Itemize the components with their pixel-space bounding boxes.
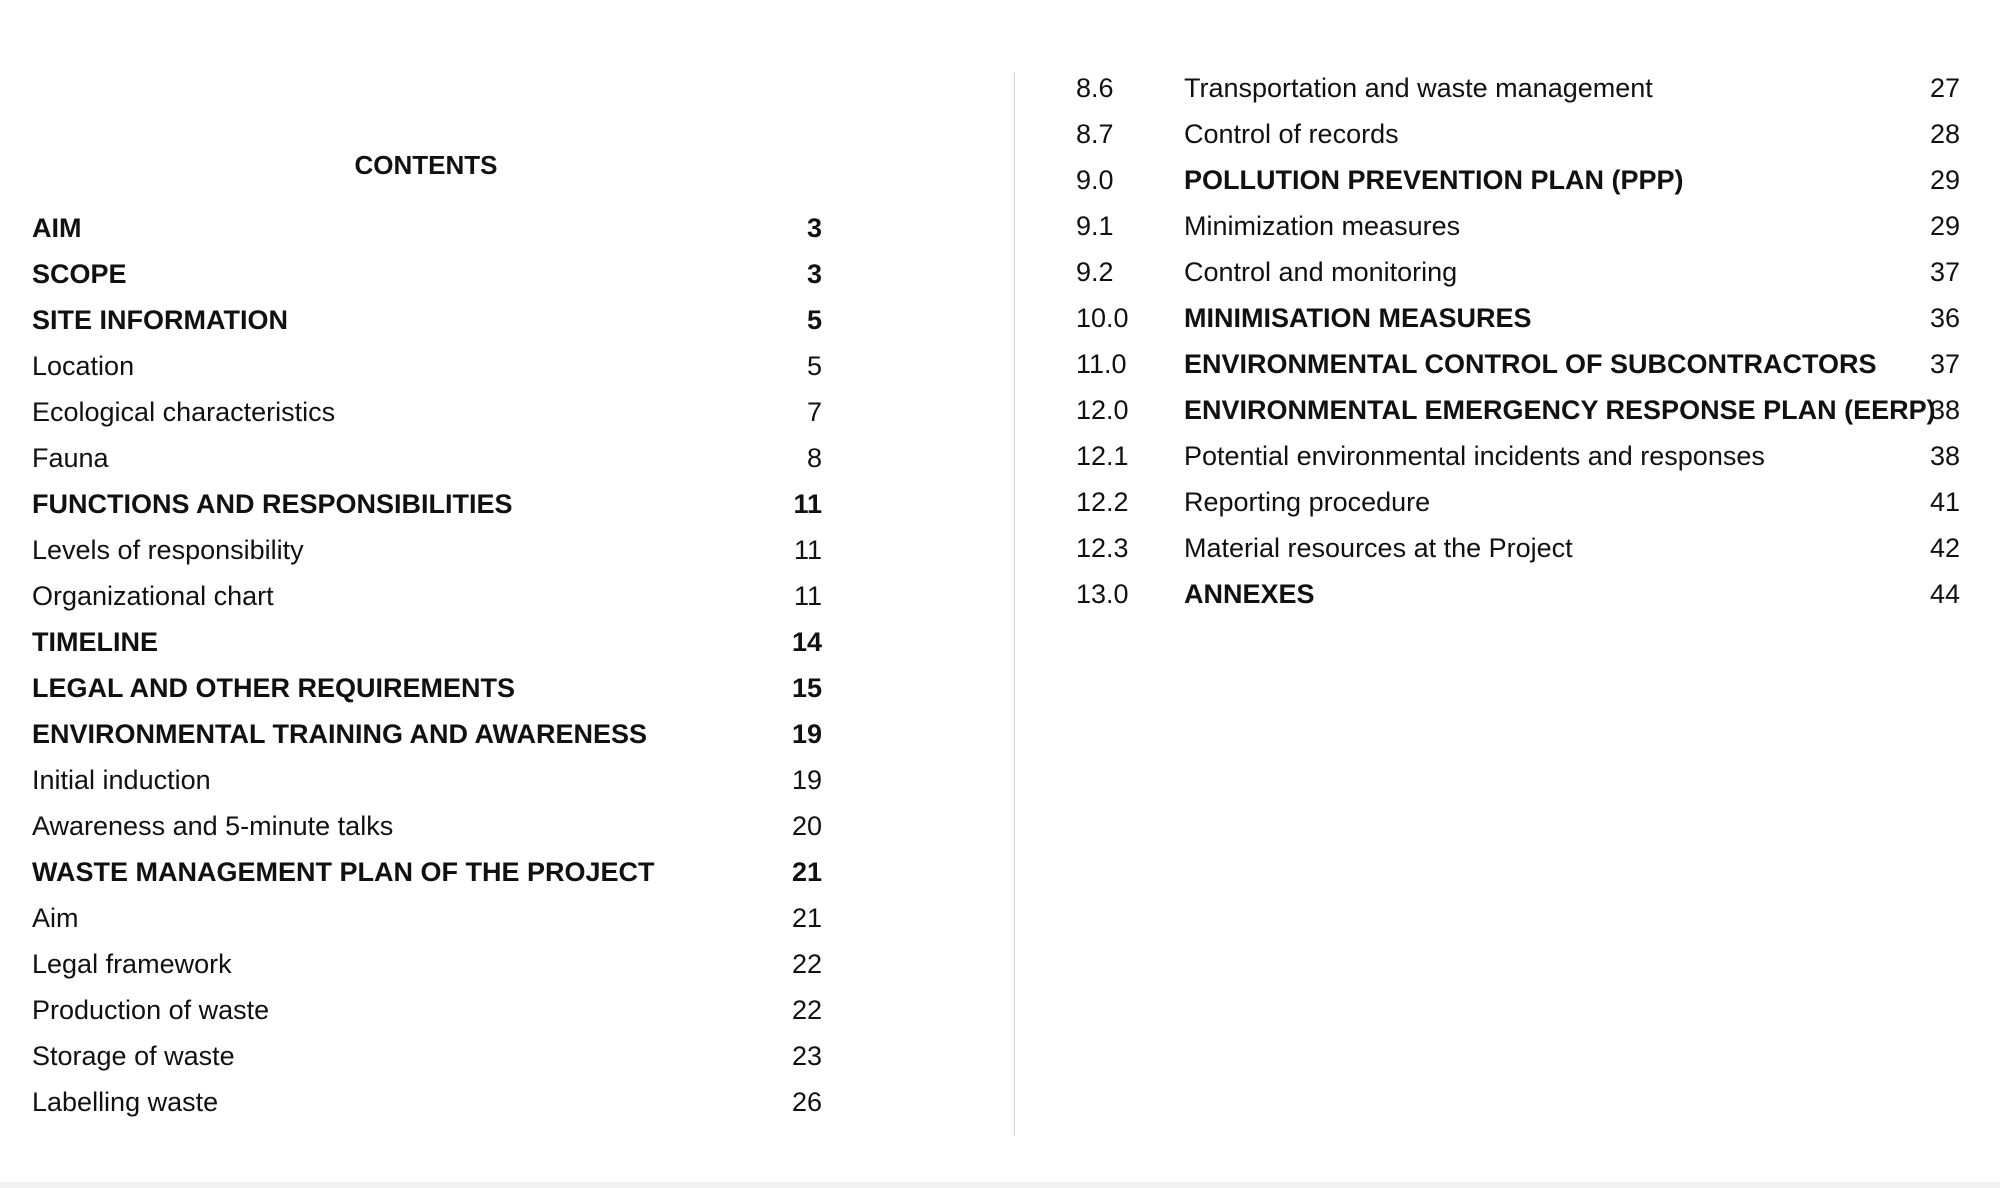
toc-entry-title: Levels of responsibility — [32, 535, 304, 565]
toc-entry-number: 10.0 — [1076, 303, 1129, 333]
toc-entry-title: FUNCTIONS AND RESPONSIBILITIES — [32, 489, 513, 519]
toc-entry-title: Organizational chart — [32, 581, 274, 611]
toc-entry-title: Legal framework — [32, 949, 232, 979]
toc-entry-page: 26 — [791, 1087, 822, 1117]
toc-entry-page: 7 — [806, 397, 822, 427]
toc-entry-title: ANNEXES — [1184, 579, 1315, 609]
toc-entry — [32, 625, 822, 671]
toc-entry-number: 12.1 — [1076, 441, 1129, 471]
toc-entry-title: SITE INFORMATION — [32, 305, 288, 335]
toc-entry — [32, 1085, 822, 1131]
toc-entry — [32, 211, 822, 257]
toc-entry-number: 8.6 — [1076, 73, 1114, 103]
toc-entry-page: 11 — [793, 581, 822, 611]
toc-entry — [32, 671, 822, 717]
toc-entry — [1076, 301, 1960, 347]
toc-entry-page: 22 — [791, 995, 822, 1025]
toc-entry-page: 14 — [791, 627, 822, 657]
toc-entry — [32, 487, 822, 533]
toc-entry — [32, 717, 822, 763]
toc-entry-page: 38 — [1929, 395, 1960, 425]
toc-entry — [32, 763, 822, 809]
toc-entry-title: Fauna — [32, 443, 109, 473]
toc-entry — [1076, 163, 1960, 209]
toc-entry-page: 11 — [793, 489, 822, 519]
toc-entry-number: 12.0 — [1076, 395, 1129, 425]
toc-entry-title: Transportation and waste management — [1184, 73, 1653, 103]
toc-entry-page: 5 — [806, 305, 822, 335]
toc-entry-title: Control and monitoring — [1184, 257, 1458, 287]
toc-entry — [1076, 71, 1960, 117]
toc-entry-number: 9.1 — [1076, 211, 1114, 241]
toc-entry-title: POLLUTION PREVENTION PLAN (PPP) — [1184, 165, 1684, 195]
toc-entry-page: 38 — [1929, 441, 1960, 471]
toc-entry — [1076, 485, 1960, 531]
toc-entry-page: 3 — [806, 213, 822, 243]
toc-entry-title: Minimization measures — [1184, 211, 1461, 241]
toc-entry-number: 9.2 — [1076, 257, 1114, 287]
toc-entry — [32, 947, 822, 993]
toc-entry — [1076, 439, 1960, 485]
toc-entry — [32, 395, 822, 441]
toc-entry — [32, 349, 822, 395]
toc-entry-title: Ecological characteristics — [32, 397, 336, 427]
toc-entry-title: ENVIRONMENTAL EMERGENCY RESPONSE PLAN (EERP) — [1184, 395, 1936, 425]
toc-entry-page: 27 — [1929, 73, 1960, 103]
toc-entry-title: Location — [32, 351, 135, 381]
toc-entry-page: 5 — [806, 351, 822, 381]
toc-entry-number: 13.0 — [1076, 579, 1129, 609]
toc-entry — [32, 901, 822, 947]
toc-entry — [1076, 347, 1960, 393]
toc-entry — [1076, 577, 1960, 623]
toc-entry-page: 20 — [791, 811, 822, 841]
toc-entry-title: LEGAL AND OTHER REQUIREMENTS — [32, 673, 516, 703]
toc-entry-title: AIM — [32, 213, 82, 243]
toc-entry-page: 3 — [806, 259, 822, 289]
toc-entry — [32, 1039, 822, 1085]
toc-entry-page: 15 — [791, 673, 822, 703]
toc-entry-title: Initial induction — [32, 765, 211, 795]
toc-entry-page: 23 — [791, 1041, 822, 1071]
toc-entry-title: Production of waste — [32, 995, 270, 1025]
toc-entry-title: MINIMISATION MEASURES — [1184, 303, 1532, 333]
toc-entry-title: Control of records — [1184, 119, 1399, 149]
toc-entry-page: 28 — [1929, 119, 1960, 149]
toc-entry — [32, 993, 822, 1039]
toc-entry-page: 19 — [791, 765, 822, 795]
toc-entry — [32, 441, 822, 487]
toc-entry-title: Potential environmental incidents and responses — [1184, 441, 1765, 471]
toc-entry-title: SCOPE — [32, 259, 127, 289]
column-divider — [1014, 72, 1015, 1136]
toc-entry — [1076, 255, 1960, 301]
toc-entry — [32, 579, 822, 625]
toc-entry-page: 11 — [793, 535, 822, 565]
toc-entry-number: 12.2 — [1076, 487, 1129, 517]
contents-heading: CONTENTS — [354, 150, 498, 180]
toc-entry-title: ENVIRONMENTAL TRAINING AND AWARENESS — [32, 719, 648, 749]
toc-entry-title: ENVIRONMENTAL CONTROL OF SUBCONTRACTORS — [1184, 349, 1877, 379]
toc-entry-number: 11.0 — [1076, 349, 1127, 379]
toc-entry-title: WASTE MANAGEMENT PLAN OF THE PROJECT — [32, 857, 655, 887]
toc-entry-number: 8.7 — [1076, 119, 1114, 149]
toc-entry — [1076, 531, 1960, 577]
toc-entry — [32, 257, 822, 303]
toc-left-column — [32, 211, 822, 1131]
toc-entry-title: Aim — [32, 903, 79, 933]
toc-entry-page: 42 — [1929, 533, 1960, 563]
toc-entry-title: Material resources at the Project — [1184, 533, 1573, 563]
toc-entry — [1076, 209, 1960, 255]
toc-entry — [32, 809, 822, 855]
toc-entry-page: 37 — [1929, 349, 1960, 379]
toc-entry-number: 12.3 — [1076, 533, 1129, 563]
toc-entry — [32, 855, 822, 901]
toc-right-column — [1076, 71, 1960, 623]
toc-entry — [1076, 117, 1960, 163]
toc-entry-title: TIMELINE — [32, 627, 158, 657]
toc-entry-page: 37 — [1929, 257, 1960, 287]
toc-entry-number: 9.0 — [1076, 165, 1114, 195]
toc-entry-title: Reporting procedure — [1184, 487, 1431, 517]
toc-entry-page: 44 — [1929, 579, 1960, 609]
toc-entry-page: 41 — [1929, 487, 1960, 517]
toc-entry-page: 19 — [791, 719, 822, 749]
toc-entry-page: 29 — [1929, 211, 1960, 241]
toc-entry-page: 8 — [806, 443, 822, 473]
toc-entry-page: 36 — [1929, 303, 1960, 333]
toc-entry — [32, 303, 822, 349]
toc-entry-title: Awareness and 5-minute talks — [32, 811, 394, 841]
toc-entry-title: Labelling waste — [32, 1087, 219, 1117]
toc-entry-page: 29 — [1929, 165, 1960, 195]
toc-entry-page: 21 — [791, 857, 822, 887]
viewer-bottom-edge — [0, 1182, 2000, 1188]
toc-entry — [32, 533, 822, 579]
toc-entry-page: 22 — [791, 949, 822, 979]
toc-entry-page: 21 — [791, 903, 822, 933]
toc-entry-title: Storage of waste — [32, 1041, 235, 1071]
toc-entry — [1076, 393, 1960, 439]
